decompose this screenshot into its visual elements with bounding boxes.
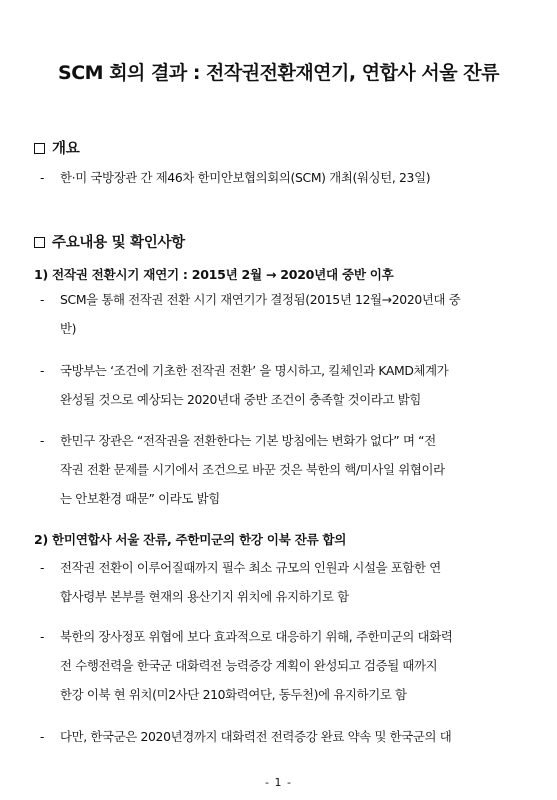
subsection-heading-1: 1) 전작권 전환시기 재연기 : 2015년 2월 → 2020년대 중반 이후: [34, 267, 394, 282]
bullet-sub1-3: [40, 426, 527, 513]
bullet-dash: -: [40, 629, 45, 644]
bullet-line: 완성될 것으로 예상되는 2020년대 중반 조건이 충족할 것이라고 밝힘: [60, 392, 421, 407]
bullet-dash: -: [40, 729, 45, 744]
bullet-line: 국방부는 ‘조건에 기초한 전작권 전환’ 을 명시하고, 킬체인과 KAMD체계가: [60, 363, 449, 378]
bullet-line: 전 수행전력을 한국군 대화력전 능력증강 계획이 완성되고 검증될 때까지: [60, 658, 438, 673]
bullet-overview-1: [40, 163, 527, 192]
bullet-line: 한강 이북 현 위치(미2사단 210화력여단, 동두천)에 유지하기로 함: [60, 687, 407, 702]
bullet-dash: -: [40, 292, 45, 307]
bullet-line: 한·미 국방장관 간 제46차 한미안보협의회의(SCM) 개최(워싱턴, 23일): [60, 170, 431, 185]
bullet-dash: -: [40, 433, 45, 448]
subsection-heading-2: 2) 한미연합사 서울 잔류, 주한미군의 한강 이북 잔류 합의: [34, 532, 347, 547]
bullet-line: 북한의 장사정포 위협에 보다 효과적으로 대응하기 위해, 주한미군의 대화력: [60, 629, 453, 644]
bullet-sub1-2: [40, 356, 527, 414]
checkbox-square-icon: [34, 237, 45, 248]
bullet-line: 합사령부 본부를 현재의 용산기지 위치에 유지하기로 함: [60, 589, 349, 604]
section-heading-text: 주요내용 및 확인사항: [52, 235, 185, 251]
checkbox-square-icon: [34, 143, 45, 154]
section-heading-overview: [34, 137, 79, 158]
bullet-line: 작권 전환 문제를 시기에서 조건으로 바꾼 것은 북한의 핵/미사일 위협이라: [60, 462, 445, 477]
bullet-line: 전작권 전환이 이루어질때까지 필수 최소 규모의 인원과 시설을 포함한 연: [60, 560, 441, 575]
bullet-dash: -: [40, 363, 45, 378]
bullet-line: 는 안보환경 때문” 이라도 밝힘: [60, 491, 220, 506]
bullet-dash: -: [40, 560, 45, 575]
bullet-line: 반): [60, 321, 77, 336]
page-number: - 1 -: [265, 776, 292, 789]
bullet-sub2-3: [40, 722, 527, 751]
section-heading-text: 개요: [52, 141, 80, 157]
bullet-line: 다만, 한국군은 2020년경까지 대화력전 전력증강 완료 약속 및 한국군의 대: [60, 729, 452, 744]
section-heading-main: [34, 231, 185, 252]
bullet-sub2-2: [40, 622, 527, 709]
bullet-dash: -: [40, 170, 45, 185]
bullet-sub1-1: [40, 285, 527, 343]
bullet-line: 한민구 장관은 “전작권을 전환한다는 기본 방침에는 변화가 없다” 며 “전: [60, 433, 436, 448]
bullet-line: SCM을 통해 전작권 전환 시기 재연기가 결정됨(2015년 12월→2020년대 중: [60, 292, 461, 307]
bullet-sub2-1: [40, 553, 527, 611]
document-title: SCM 회의 결과 : 전작권전환재연기, 연합사 서울 잔류: [58, 62, 499, 84]
